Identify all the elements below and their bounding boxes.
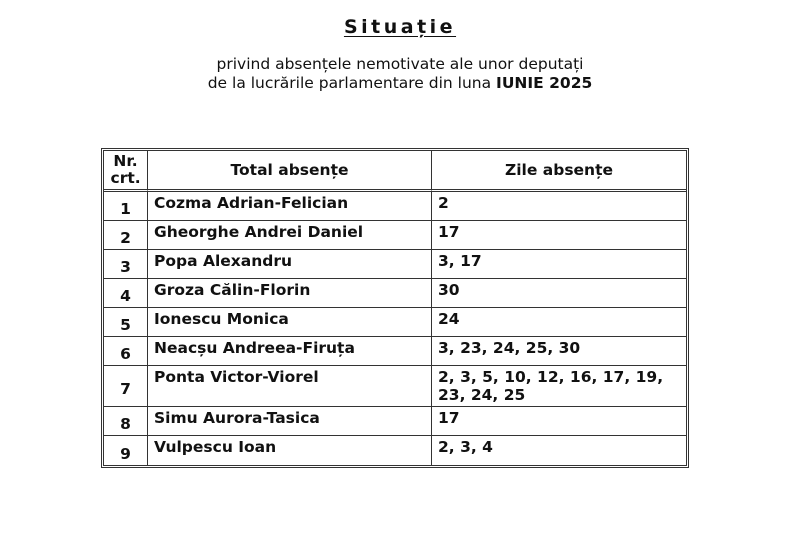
header-zile: Zile absențe [432, 151, 686, 192]
row-days: 2, 3, 5, 10, 12, 16, 17, 19, 23, 24, 25 [432, 366, 686, 407]
row-name: Ionescu Monica [148, 308, 432, 337]
row-days: 24 [432, 308, 686, 337]
row-name: Popa Alexandru [148, 250, 432, 279]
subtitle-month: IUNIE 2025 [496, 74, 593, 92]
table-row [104, 221, 686, 250]
table-row [104, 337, 686, 366]
row-nr: 6 [104, 337, 148, 366]
row-nr: 5 [104, 308, 148, 337]
document-subtitle-line1: privind absențele nemotivate ale unor deputați [216, 55, 584, 73]
table-row [104, 366, 686, 407]
row-days: 17 [432, 221, 686, 250]
row-days: 2 [432, 192, 686, 221]
header-nr-label: Nr. crt. [110, 152, 141, 187]
row-nr: 8 [104, 407, 148, 436]
document-title: Situație [343, 16, 457, 38]
row-name: Neacșu Andreea-Firuța [148, 337, 432, 366]
table-row [104, 308, 686, 337]
row-days: 3, 23, 24, 25, 30 [432, 337, 686, 366]
row-name: Vulpescu Ioan [148, 436, 432, 465]
row-nr: 9 [104, 436, 148, 465]
table-row [104, 192, 686, 221]
subtitle-prefix: de la lucrările parlamentare din luna [207, 74, 497, 92]
row-nr: 2 [104, 221, 148, 250]
table-header-row [104, 151, 686, 192]
row-name: Cozma Adrian-Felician [148, 192, 432, 221]
row-nr: 7 [104, 366, 148, 407]
table-row [104, 407, 686, 436]
row-nr: 4 [104, 279, 148, 308]
row-name: Ponta Victor-Viorel [148, 366, 432, 407]
row-nr: 1 [104, 192, 148, 221]
absences-table [101, 148, 689, 468]
document-subtitle-line2 [0, 73, 800, 93]
row-days: 3, 17 [432, 250, 686, 279]
row-name: Groza Călin-Florin [148, 279, 432, 308]
table-row [104, 250, 686, 279]
absences-table-wrapper [101, 148, 683, 468]
row-days: 2, 3, 4 [438, 438, 493, 456]
table-row [104, 279, 686, 308]
row-days: 30 [432, 279, 686, 308]
table-row [104, 436, 686, 465]
row-name: Simu Aurora-Tasica [148, 407, 432, 436]
header-total: Total absențe [148, 151, 432, 192]
row-nr: 3 [104, 250, 148, 279]
row-days: 17 [432, 407, 686, 436]
header-nr [104, 151, 148, 192]
row-name: Gheorghe Andrei Daniel [148, 221, 432, 250]
